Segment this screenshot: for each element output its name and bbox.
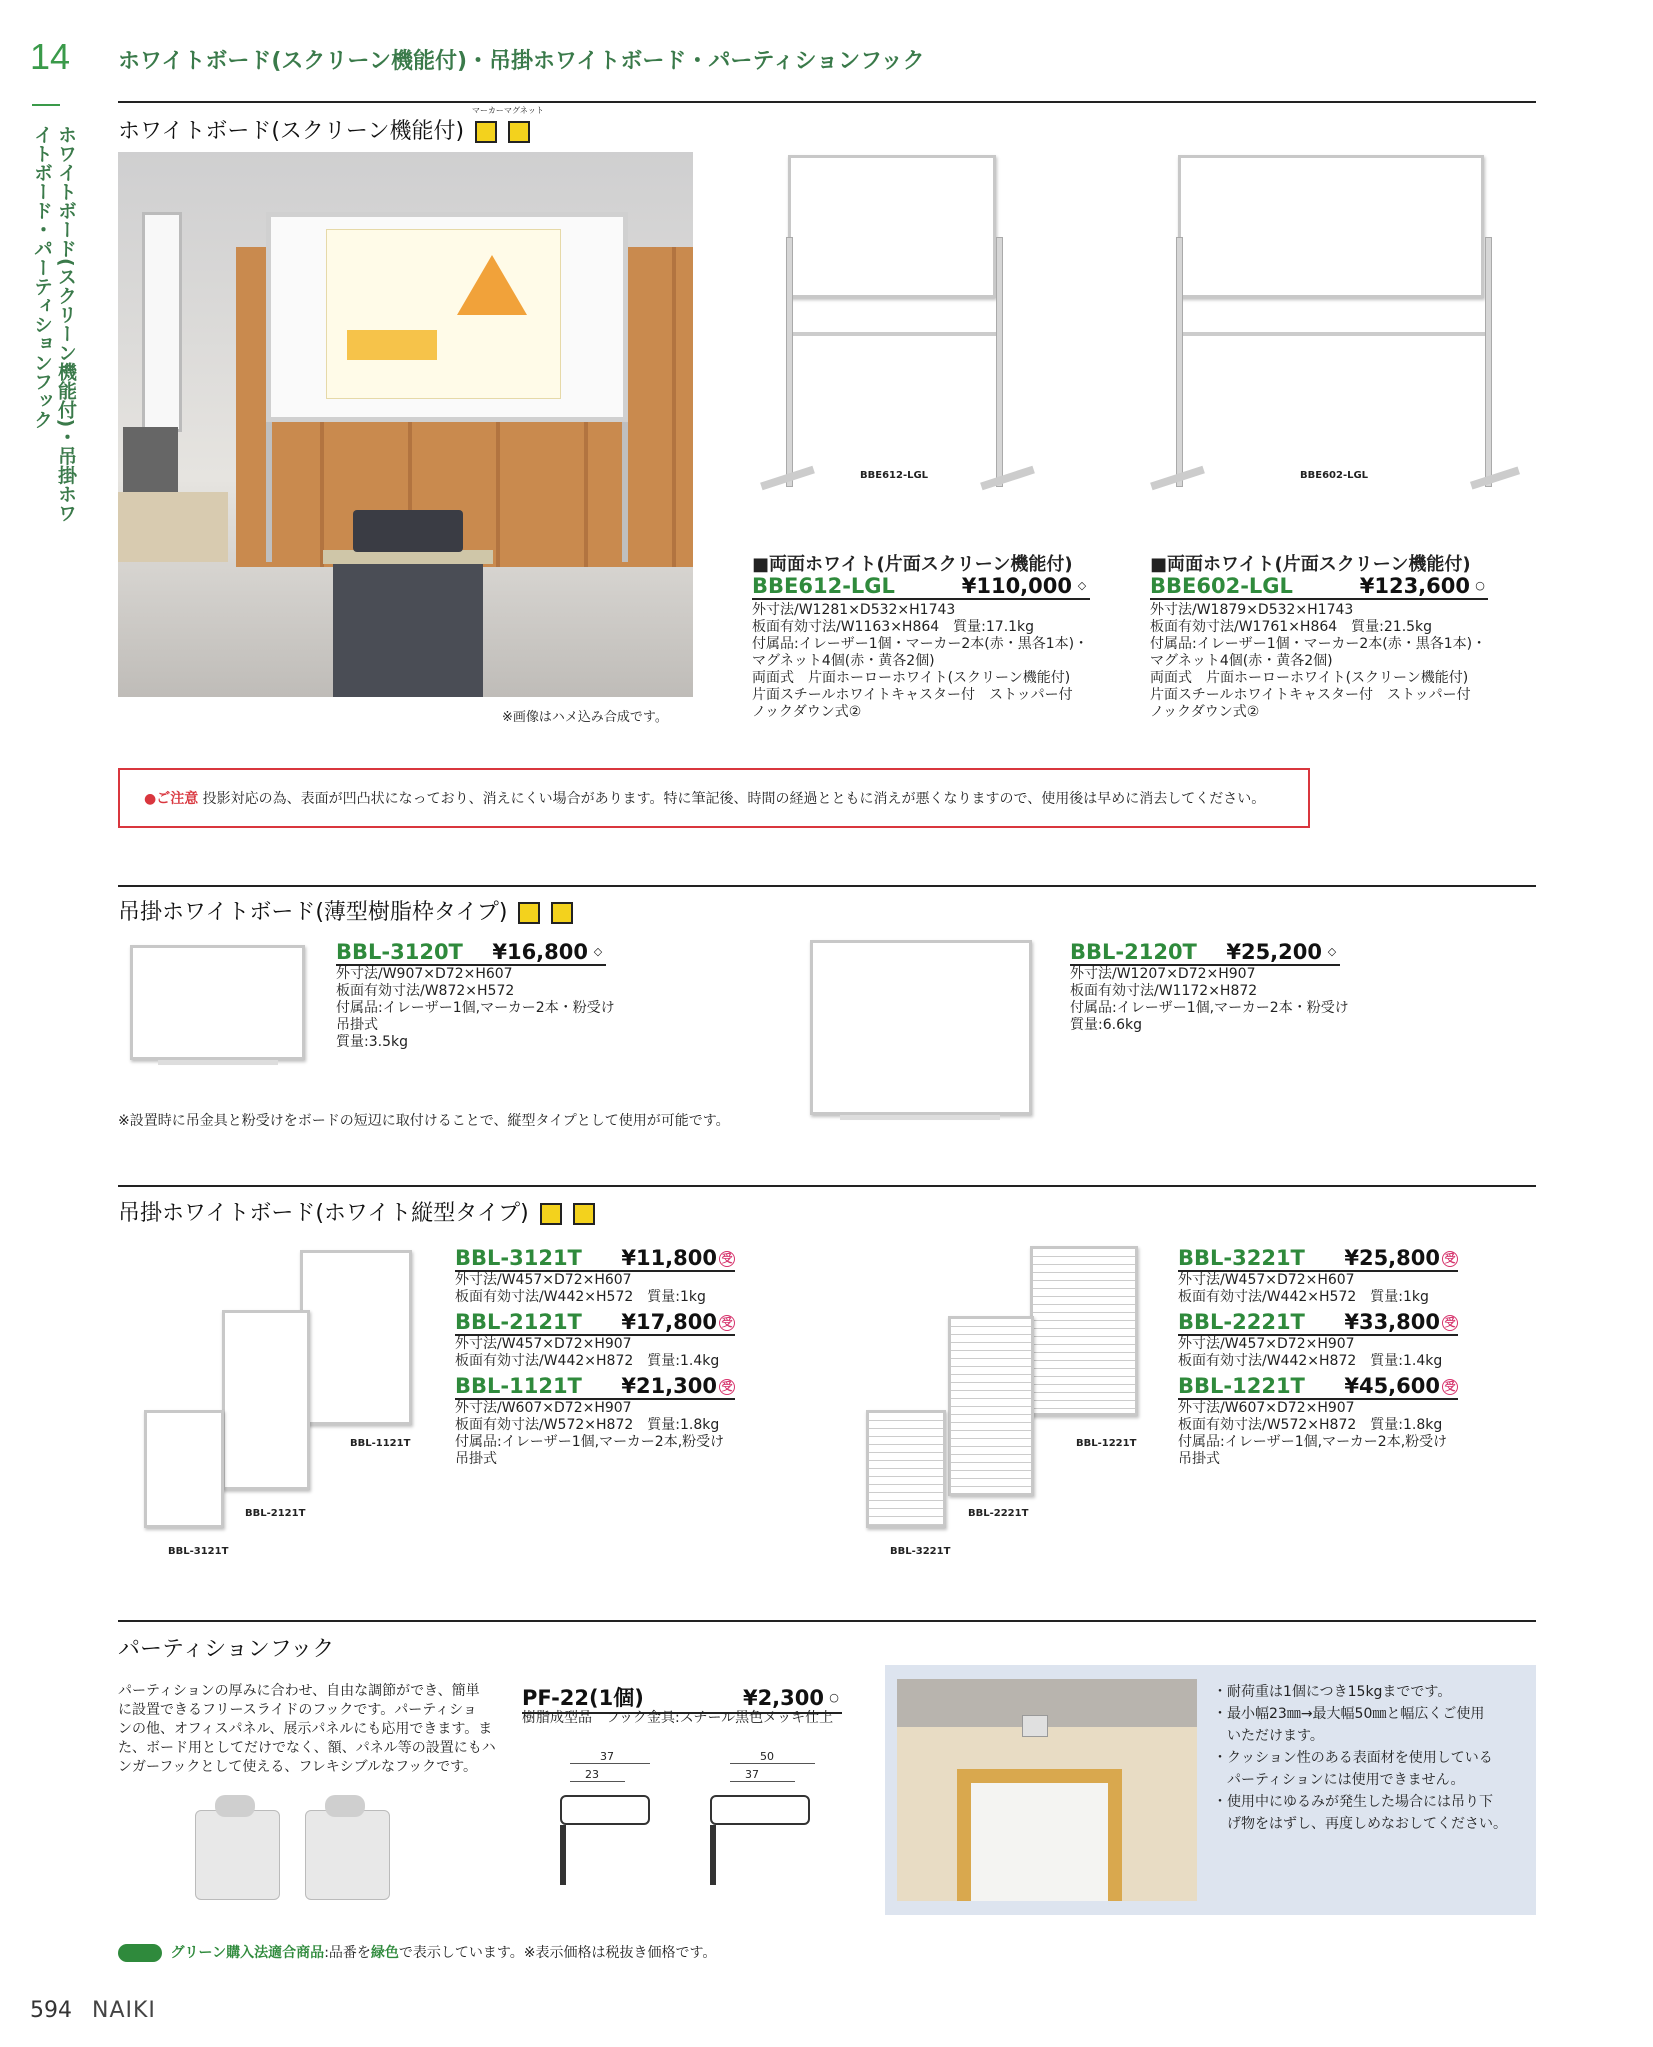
spec-line: 付属品:イレーザー1個・マーカー2本(赤・黒各1本)・	[1150, 636, 1487, 652]
hook-info-panel	[885, 1665, 1536, 1915]
price-value: ¥17,800	[621, 1310, 717, 1334]
price-mark: 受	[719, 1379, 735, 1395]
spec-line: ノックダウン式②	[1150, 704, 1260, 720]
green-purchase-footer	[118, 1942, 716, 1962]
spec-line: 板面有効寸法/W1163×H864 質量:17.1kg	[752, 619, 1035, 635]
window	[142, 212, 182, 432]
section3-title	[118, 1196, 595, 1227]
spec-line: 外寸法/W457×D72×H607	[1178, 1272, 1355, 1288]
spec-line: 付属品:イレーザー1個,マーカー2本・粉受け	[336, 1000, 615, 1016]
projector	[353, 510, 463, 552]
vertical-board-image	[144, 1410, 224, 1528]
product-price	[621, 1374, 735, 1398]
spec-line: 板面有効寸法/W442×H872 質量:1.4kg	[1178, 1353, 1443, 1369]
spec-line: 板面有効寸法/W1761×H864 質量:21.5kg	[1150, 619, 1433, 635]
spec-line: 板面有効寸法/W572×H872 質量:1.8kg	[1178, 1417, 1443, 1433]
spec-line: 吊掛式	[336, 1017, 378, 1033]
hook-usage-photo	[897, 1679, 1197, 1901]
magnet-icon-label: マグネット	[504, 106, 544, 115]
dim-line	[570, 1781, 625, 1782]
footer-text-b: で表示しています。※表示価格は税抜き価格です。	[398, 1945, 717, 1961]
laptop	[123, 427, 178, 492]
product-price	[621, 1310, 735, 1334]
schedule-board-image	[866, 1410, 946, 1528]
spec-line: 両面式 片面ホーローホワイト(スクリーン機能付)	[752, 670, 1071, 686]
note-line: ・使用中にゆるみが発生した場合には吊り下	[1213, 1794, 1493, 1810]
product-code: BBE612-LGL	[752, 574, 895, 598]
price-value: ¥110,000	[961, 574, 1072, 598]
hook-in-photo	[1022, 1715, 1048, 1737]
note-line: ・耐荷重は1個につき15kgまでです。	[1213, 1684, 1452, 1700]
stand-crossbar	[1183, 332, 1485, 336]
spec-line: 付属品:イレーザー1個,マーカー2本・粉受け	[1070, 1000, 1349, 1016]
spec-line: 外寸法/W1879×D532×H1743	[1150, 602, 1354, 618]
photo-note: ※画像はハメ込み合成です。	[502, 710, 668, 725]
hook-diagram-right	[700, 1750, 820, 1900]
dim-label: 37	[600, 1750, 614, 1763]
schedule-board-image	[1030, 1246, 1138, 1416]
desc-line: パーティションの厚みに合わせ、自由な調節ができ、簡単	[118, 1683, 480, 1699]
spec-line: 外寸法/W457×D72×H607	[455, 1272, 632, 1288]
price-mark: 受	[1442, 1379, 1458, 1395]
photo-stand-left	[266, 422, 272, 562]
product-heading: ■両面ホワイト(片面スクリーン機能付)	[1150, 554, 1471, 575]
section4-rule	[118, 1620, 1536, 1622]
product-code: BBL-2221T	[1178, 1310, 1305, 1334]
dim-line	[730, 1763, 815, 1764]
product-code-row	[455, 1374, 735, 1400]
desc-line: た、ボード用としてだけでなく、額、パネル等の設置にもハ	[118, 1740, 496, 1756]
spec-line: 外寸法/W1207×D72×H907	[1070, 966, 1256, 982]
product-code-row	[336, 940, 606, 966]
image-label: BBL-2121T	[245, 1508, 306, 1519]
footer-text-a: :品番を	[324, 1945, 371, 1961]
note-line: げ物をはずし、再度しめなおしてください。	[1213, 1816, 1507, 1832]
spec-line: 質量:6.6kg	[1070, 1017, 1142, 1033]
showroom-photo	[118, 152, 693, 697]
section3-title-text: 吊掛ホワイトボード(ホワイト縦型タイプ)	[118, 1201, 529, 1226]
product-specs	[1178, 1400, 1447, 1468]
section3-rule	[118, 1185, 1536, 1187]
spec-line: 片面スチールホワイトキャスター付 ストッパー付	[752, 687, 1073, 703]
dim-label: 37	[745, 1768, 759, 1781]
hook-notes	[1213, 1681, 1507, 1835]
hook-body	[195, 1810, 280, 1900]
spec-line: ノックダウン式②	[752, 704, 862, 720]
hook-spec: 樹脂成型品 フック金具:スチール黒色メッキ仕上	[522, 1710, 834, 1726]
product-specs	[1150, 602, 1486, 721]
price-value: ¥16,800	[492, 940, 588, 964]
section-number: 14	[30, 36, 71, 77]
price-mark: 受	[1442, 1251, 1458, 1267]
photo-desk	[118, 492, 228, 562]
slide-pyramid	[457, 255, 527, 315]
section1-title	[118, 114, 530, 145]
header-title: ホワイトボード(スクリーン機能付)・吊掛ホワイトボード・パーティションフック	[118, 49, 925, 74]
wall-board-image-2	[810, 940, 1032, 1115]
stand-foot-right	[980, 466, 1035, 491]
price-value: ¥33,800	[1344, 1310, 1440, 1334]
spec-line: 両面式 片面ホーローホワイト(スクリーン機能付)	[1150, 670, 1469, 686]
price-value: ¥25,800	[1344, 1246, 1440, 1270]
stand-crossbar	[793, 332, 996, 336]
caution-box	[118, 768, 1310, 828]
product-code: PF-22(1個)	[522, 1686, 644, 1710]
hook-diagram-left	[540, 1750, 660, 1900]
note-line: いただけます。	[1213, 1728, 1324, 1744]
stand-board-label: BBE612-LGL	[860, 470, 929, 481]
picture-frame	[957, 1769, 1122, 1901]
marker-icon-label: マーカー	[472, 106, 504, 115]
image-label: BBL-1121T	[350, 1438, 411, 1449]
stand-board-image-1	[760, 152, 1010, 522]
green-logo-icon	[118, 1944, 162, 1962]
price-value: ¥11,800	[621, 1246, 717, 1270]
spec-line: マグネット4個(赤・黄各2個)	[752, 653, 935, 669]
stand-pole-right	[996, 237, 1003, 487]
slide-arrow	[347, 330, 437, 360]
product-price	[1344, 1310, 1458, 1334]
price-mark: ◇	[593, 945, 603, 958]
hook-description	[118, 1682, 496, 1777]
product-price	[962, 574, 1090, 598]
image-label: BBL-3121T	[168, 1546, 229, 1557]
price-value: ¥45,600	[1344, 1374, 1440, 1398]
price-mark: ◇	[1327, 945, 1337, 958]
spec-line: 外寸法/W457×D72×H907	[455, 1336, 632, 1352]
product-price	[492, 940, 606, 964]
product-code: BBL-3120T	[336, 940, 463, 964]
price-mark: 受	[719, 1315, 735, 1331]
page-number: 594	[30, 1998, 72, 2023]
caution-text: 投影対応の為、表面が凹凸状になっており、消えにくい場合があります。特に筆記後、時間の経過とともに消えが悪くなりますので、使用後は早めに消去してください。	[202, 791, 1266, 807]
vertical-board-image	[222, 1310, 310, 1490]
product-specs	[336, 966, 615, 1051]
stand-board-panel	[1178, 155, 1484, 298]
product-specs	[1178, 1336, 1442, 1370]
spec-line: 板面有効寸法/W442×H572 質量:1kg	[1178, 1289, 1429, 1305]
green-label: グリーン購入法適合商品	[170, 1945, 325, 1961]
hook-product-image	[300, 1795, 410, 1905]
product-price	[1360, 574, 1488, 598]
hook-outline	[560, 1795, 650, 1825]
stand-board-image-2	[1150, 152, 1520, 522]
photo-whiteboard	[266, 212, 628, 422]
marker-icon	[518, 902, 540, 924]
product-code-row	[1178, 1310, 1458, 1336]
product-code-row	[1150, 574, 1488, 600]
product-specs	[752, 602, 1088, 721]
section2-note: ※設置時に吊金具と粉受けをボードの短辺に取付けることで、縦型タイプとして使用が可能です。	[118, 1113, 730, 1129]
dim-line	[570, 1763, 650, 1764]
stand-pole-right	[1485, 237, 1492, 487]
desc-line: ンの他、オフィスパネル、展示パネルにも応用できます。ま	[118, 1721, 493, 1737]
product-code: BBE602-LGL	[1150, 574, 1293, 598]
image-label: BBL-2221T	[968, 1508, 1029, 1519]
product-code-row	[1178, 1374, 1458, 1400]
hook-knob	[325, 1795, 365, 1817]
price-value: ¥21,300	[621, 1374, 717, 1398]
spec-line: 吊掛式	[455, 1451, 497, 1467]
product-specs	[455, 1400, 724, 1468]
hook-outline	[710, 1795, 810, 1825]
image-label: BBL-1221T	[1076, 1438, 1137, 1449]
desc-line: ンガーフックとして使える、フレキシブルなフックです。	[118, 1759, 477, 1775]
stand-pole-left	[1176, 237, 1183, 487]
product-code-row	[752, 574, 1090, 600]
section2-rule	[118, 885, 1536, 887]
spec-line: 付属品:イレーザー1個・マーカー2本(赤・黒各1本)・	[752, 636, 1089, 652]
projected-slide	[326, 229, 561, 399]
vertical-board-image	[300, 1250, 412, 1425]
price-mark: 受	[1442, 1315, 1458, 1331]
product-code-row	[1070, 940, 1340, 966]
spec-line: 吊掛式	[1178, 1451, 1220, 1467]
marker-icon	[540, 1203, 562, 1225]
spec-line: 外寸法/W1281×D532×H1743	[752, 602, 956, 618]
caution-label: ●ご注意	[144, 791, 199, 807]
section1-title-text: ホワイトボード(スクリーン機能付)	[118, 119, 465, 144]
section-number-rule	[32, 104, 60, 106]
chalk-tray	[158, 1060, 278, 1065]
product-price	[743, 1686, 842, 1710]
product-specs	[1178, 1272, 1429, 1306]
spec-line: 付属品:イレーザー1個,マーカー2本,粉受け	[1178, 1434, 1448, 1450]
spec-line: マグネット4個(赤・黄各2個)	[1150, 653, 1333, 669]
spec-line: 外寸法/W607×D72×H907	[1178, 1400, 1355, 1416]
brand-name: NAIKI	[92, 1998, 156, 2023]
product-code: BBL-1221T	[1178, 1374, 1305, 1398]
spec-line: 板面有効寸法/W572×H872 質量:1.8kg	[455, 1417, 720, 1433]
photo-stand-right	[622, 422, 628, 562]
spec-line: 外寸法/W457×D72×H907	[1178, 1336, 1355, 1352]
side-tab: ホワイトボード(スクリーン機能付)・吊掛ホワイトボード・パーティションフック	[31, 125, 77, 523]
hook-body	[305, 1810, 390, 1900]
spec-line: 板面有効寸法/W442×H872 質量:1.4kg	[455, 1353, 720, 1369]
spec-line: 板面有効寸法/W872×H572	[336, 983, 515, 999]
spec-line: 付属品:イレーザー1個,マーカー2本,粉受け	[455, 1434, 725, 1450]
note-line: パーティションには使用できません。	[1213, 1772, 1465, 1788]
magnet-icon	[573, 1203, 595, 1225]
product-code: BBL-1121T	[455, 1374, 582, 1398]
note-line: ・最小幅23㎜→最大幅50㎜と幅広くご使用	[1213, 1706, 1485, 1722]
wall-board-image-1	[130, 945, 305, 1060]
hook-shaft	[560, 1825, 566, 1885]
spec-line: 外寸法/W607×D72×H907	[455, 1400, 632, 1416]
schedule-board-image	[948, 1316, 1034, 1496]
price-value: ¥25,200	[1226, 940, 1322, 964]
price-mark: ◇	[1077, 579, 1087, 592]
product-specs	[455, 1336, 719, 1370]
stand-board-panel	[788, 155, 996, 298]
section1-rule	[118, 101, 1536, 103]
product-code: BBL-2120T	[1070, 940, 1197, 964]
spec-line: 質量:3.5kg	[336, 1034, 408, 1050]
product-specs	[455, 1272, 706, 1306]
product-code-row	[455, 1246, 735, 1272]
hook-shaft	[710, 1825, 716, 1885]
hook-knob	[215, 1795, 255, 1817]
spec-line: 片面スチールホワイトキャスター付 ストッパー付	[1150, 687, 1471, 703]
dim-line	[730, 1781, 795, 1782]
magnet-icon	[508, 121, 530, 143]
section2-title-text: 吊掛ホワイトボード(薄型樹脂枠タイプ)	[118, 900, 508, 925]
price-value: ¥2,300	[742, 1686, 824, 1710]
marker-icon	[475, 121, 497, 143]
product-heading: ■両面ホワイト(片面スクリーン機能付)	[752, 554, 1073, 575]
product-code-row	[1178, 1246, 1458, 1272]
stand-pole-left	[786, 237, 793, 487]
magnet-icon	[551, 902, 573, 924]
product-specs	[1070, 966, 1349, 1034]
product-code: BBL-2121T	[455, 1310, 582, 1334]
hook-product-image	[190, 1795, 300, 1905]
footer-text-green: 緑色	[370, 1945, 399, 1961]
projector-cart	[333, 557, 483, 697]
dim-label: 50	[760, 1750, 774, 1763]
price-mark: ○	[829, 1691, 839, 1704]
stand-foot-right	[1470, 466, 1520, 489]
section2-title	[118, 895, 573, 926]
product-price	[1344, 1374, 1458, 1398]
chalk-tray	[840, 1115, 1000, 1120]
product-code: BBL-3121T	[455, 1246, 582, 1270]
product-code: BBL-3221T	[1178, 1246, 1305, 1270]
product-code-row	[455, 1310, 735, 1336]
section4-title: パーティションフック	[118, 1637, 335, 1662]
product-price	[1226, 940, 1340, 964]
price-mark: 受	[719, 1251, 735, 1267]
spec-line: 板面有効寸法/W1172×H872	[1070, 983, 1258, 999]
stand-board-label: BBE602-LGL	[1300, 470, 1369, 481]
spec-line: 板面有効寸法/W442×H572 質量:1kg	[455, 1289, 706, 1305]
desc-line: に設置できるフリースライドのフックです。パーティショ	[118, 1702, 477, 1718]
product-price	[1344, 1246, 1458, 1270]
note-line: ・クッション性のある表面材を使用している	[1213, 1750, 1493, 1766]
dim-label: 23	[585, 1768, 599, 1781]
spec-line: 外寸法/W907×D72×H607	[336, 966, 513, 982]
product-price	[621, 1246, 735, 1270]
price-mark: ○	[1475, 579, 1485, 592]
price-value: ¥123,600	[1359, 574, 1470, 598]
projector-table	[323, 550, 493, 564]
image-label: BBL-3221T	[890, 1546, 951, 1557]
